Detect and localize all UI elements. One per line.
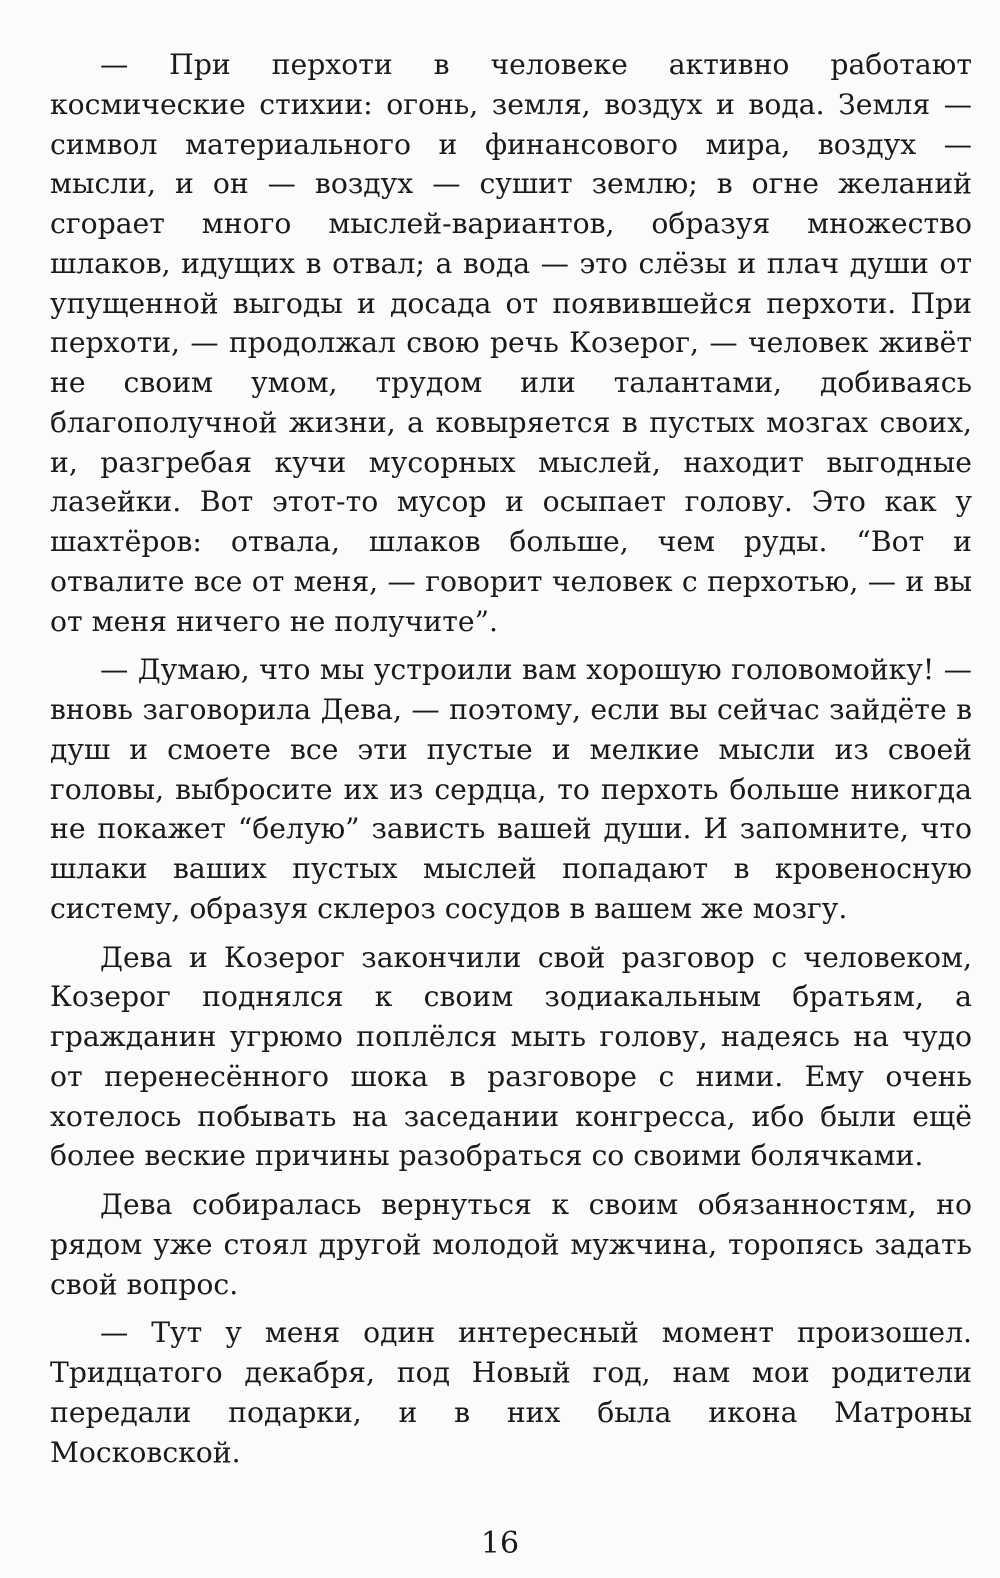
paragraph-2: — Думаю, что мы устроили вам хорошую головомойку! — вновь заговорила Дева, — поэтому, если вы сейчас зайдёте в душ и смоете все эти пустые и мелкие мысли из своей головы, выбросите их из сердца, то перхоть больше никогда не покажет “белую” зависть вашей души. И запомните, что шлаки ваших пустых мыслей попадают в кровеносную систему, образуя склероз сосудов в вашем же мозгу.	[50, 653, 972, 925]
paragraph-4: Дева собиралась вернуться к своим обязанностям, но рядом уже стоял другой молодой мужчина, торопясь задать свой вопрос.	[50, 1188, 972, 1301]
paragraph-5: — Тут у меня один интересный момент произошел. Тридцатого декабря, под Новый год, нам мои родители передали подарки, и в них была икона Матроны Московской.	[50, 1316, 972, 1469]
paragraph-1: — При перхоти в человеке активно работают космические стихии: огонь, земля, воздух и вода. Земля — символ материального и финансового мира, воздух — мысли, и он — воздух — сушит землю; в огне желаний сгорает много мыслей-вариантов, образуя множество шлаков, идущих в отвал; а вода — это слёзы и плач души от упущенной выгоды и досада от появившейся перхоти. При перхоти, — продолжал свою речь Козерог, — человек живёт не своим умом, трудом или талантами, добиваясь благополучной жизни, а ковыряется в пустых мозгах своих, и, разгребая кучи мусорных мыслей, находит выгодные лазейки. Вот этот-то мусор и осыпает голову. Это как у шахтёров: отвала, шлаков больше, чем руды. “Вот и отвалите все от меня, — говорит человек с перхотью, — и вы от меня ничего не получите”.	[50, 48, 972, 638]
paragraph-3: Дева и Козерог закончили свой разговор с человеком, Козерог поднялся к своим зодиакальным братьям, а гражданин угрюмо поплёлся мыть голову, надеясь на чудо от перенесённого шока в разговоре с ними. Ему очень хотелось побывать на заседании конгресса, ибо были ещё более веские причины разобраться со своими болячками.	[50, 940, 972, 1173]
body-text	[50, 45, 972, 1472]
page-number: 16	[480, 1526, 520, 1561]
